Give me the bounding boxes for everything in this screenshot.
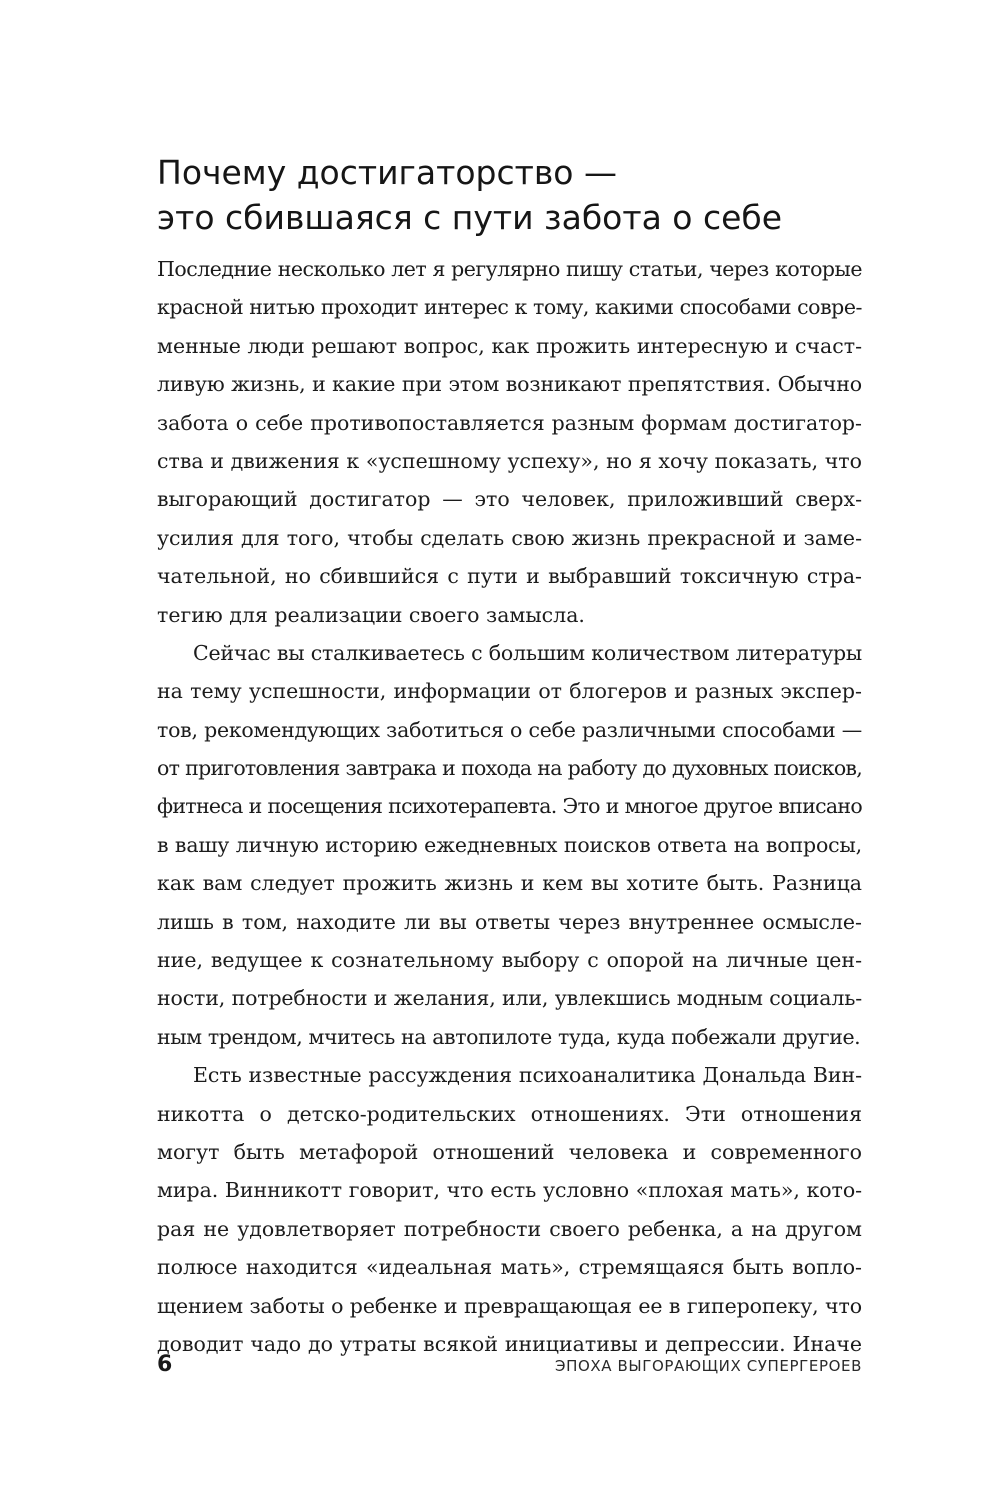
text-line: Есть известные рассуждения психоаналитика Дональда Вин- [193, 1063, 862, 1088]
text-line: усилия для того, чтобы сделать свою жизнь прекрасной и заме- [157, 525, 862, 550]
text-line: ние, ведущее к сознательному выбору с опорой на личные цен- [157, 948, 862, 973]
text-line: Сейчас вы сталкиваетесь с большим количеством литературы [193, 640, 862, 665]
text-line: на тему успешности, информации от блогеров и разных экспер- [157, 679, 862, 704]
text-line: лишь в том, находите ли вы ответы через внутреннее осмысле- [157, 909, 862, 934]
body-text [157, 250, 862, 1363]
text-line: рая не удовлетворяет потребности своего ребенка, а на другом [157, 1216, 862, 1241]
text-line: как вам следует прожить жизнь и кем вы хотите быть. Разница [157, 871, 862, 896]
running-title: ЭПОХА ВЫГОРАЮЩИХ СУПЕРГЕРОЕВ [555, 1357, 862, 1375]
heading-line-1: Почему достигаторство — [157, 153, 617, 192]
text-line: могут быть метафорой отношений человека и современного [157, 1139, 862, 1164]
chapter-heading [157, 150, 877, 240]
text-line: полюсе находится «идеальная мать», стремящаяся быть вопло- [157, 1255, 862, 1280]
text-line: никотта о детско-родительских отношениях. Эти отношения [157, 1101, 862, 1126]
text-line: ства и движения к «успешному успеху», но я хочу показать, что [157, 448, 862, 473]
text-line: красной нитью проходит интерес к тому, какими способами совре- [157, 295, 862, 320]
text-line: мира. Винникотт говорит, что есть условно «плохая мать», кото- [157, 1178, 862, 1203]
text-line: тов, рекомендующих заботиться о себе различными способами — [157, 717, 862, 742]
text-line: чательной, но сбившийся с пути и выбравший токсичную стра- [157, 564, 862, 589]
text-line: выгорающий достигатор — это человек, приложивший сверх- [157, 487, 862, 512]
text-line: забота о себе противопоставляется разным формам достигатор- [157, 410, 862, 435]
paragraph-3 [157, 1056, 862, 1363]
text-line: щением заботы о ребенке и превращающая ее в гиперопеку, что [157, 1293, 862, 1318]
text-line: ливую жизнь, и какие при этом возникают препятствия. Обычно [157, 372, 862, 397]
page-number: 6 [157, 1352, 173, 1377]
page-footer [157, 1350, 862, 1380]
paragraph-2 [157, 634, 862, 1056]
text-line: от приготовления завтрака и похода на работу до духовных поисков, [157, 756, 862, 781]
paragraph-1 [157, 250, 862, 634]
text-line: ности, потребности и желания, или, увлекшись модным социаль- [157, 986, 862, 1011]
heading-line-2: это сбившаяся с пути забота о себе [157, 198, 783, 237]
text-line: тегию для реализации своего замысла. [157, 602, 585, 627]
text-line: ным трендом, мчитесь на автопилоте туда, куда побежали другие. [157, 1024, 861, 1049]
text-line: фитнеса и посещения психотерапевта. Это и многое другое вписано [157, 794, 862, 819]
text-line: менные люди решают вопрос, как прожить интересную и счаст- [157, 333, 862, 358]
text-line: Последние несколько лет я регулярно пишу статьи, через которые [157, 257, 862, 281]
text-line: доводит чадо до утраты всякой инициативы и депрессии. Иначе [157, 1331, 862, 1356]
text-line: в вашу личную историю ежедневных поисков ответа на вопросы, [157, 832, 862, 857]
